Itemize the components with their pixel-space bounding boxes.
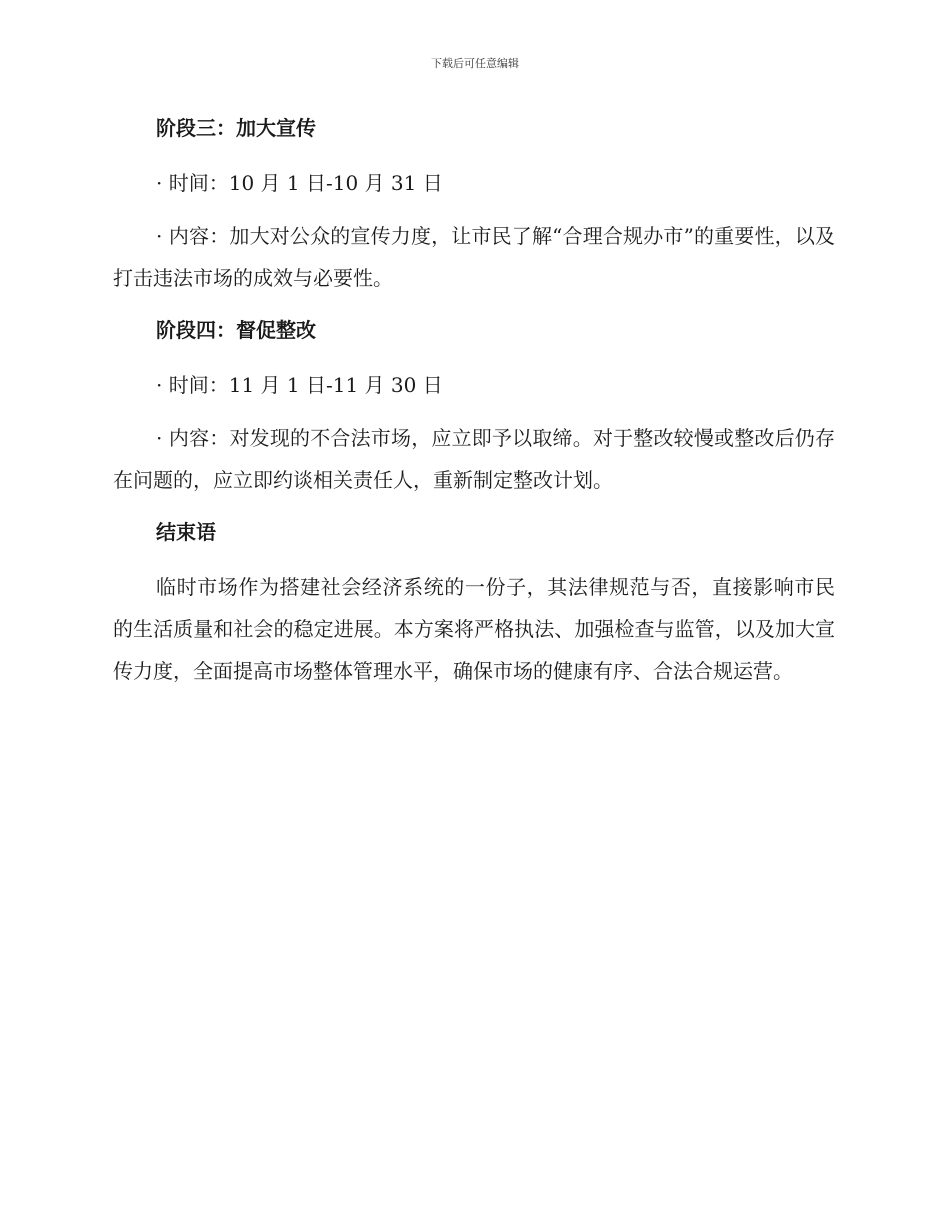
- section-content: · 内容：对发现的不合法市场，应立即予以取缔。对于整改较慢或整改后仍存在问题的，应立即约谈相关责任人，重新制定整改计划。: [113, 426, 835, 492]
- conclusion-section: [113, 512, 835, 692]
- conclusion-text: 临时市场作为搭建社会经济系统的一份子，其法律规范与否，直接影响市民的生活质量和社会的稳定进展。本方案将严格执法、加强检查与监管，以及加大宣传力度，全面提高市场整体管理水平，确保市场的健康有序、合法合规运营。: [113, 575, 835, 683]
- section-content: · 内容：加大对公众的宣传力度，让市民了解“合理合规办市”的重要性，以及打击违法市场的成效与必要性。: [113, 224, 835, 290]
- section-heading: 阶段三：加大宣传: [156, 116, 316, 140]
- page-header: 下载后可任意编辑: [431, 57, 519, 70]
- section-stage-four: [113, 310, 835, 501]
- section-time: · 时间：10 月 1 日-10 月 31 日: [156, 171, 443, 195]
- section-stage-three: [113, 108, 835, 299]
- section-heading: 阶段四：督促整改: [156, 318, 316, 342]
- document-body: [113, 108, 835, 703]
- section-time: · 时间：11 月 1 日-11 月 30 日: [156, 373, 443, 397]
- conclusion-heading: 结束语: [156, 520, 216, 544]
